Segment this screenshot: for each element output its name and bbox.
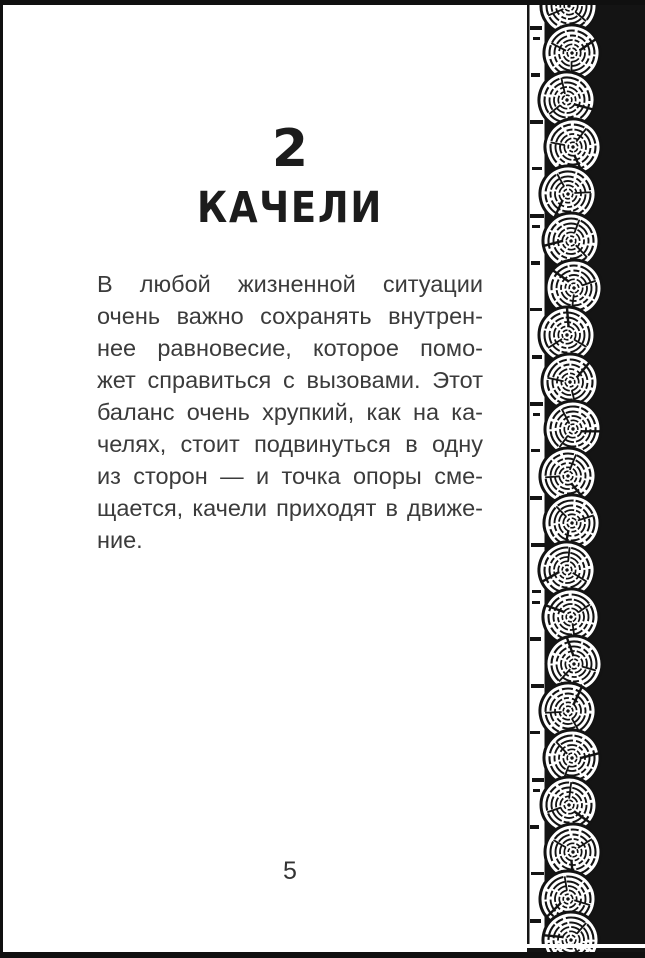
body-line: ние. (97, 527, 143, 553)
body-line: жет справиться с вызовами. Этот (97, 367, 483, 393)
page-number: 5 (283, 857, 297, 885)
chapter-title: КАЧЕЛИ (197, 183, 383, 233)
body-line: челях, стоит подвинуться в одну (97, 431, 483, 457)
chapter-number: 2 (271, 119, 309, 179)
body-line: щается, качели приходят в движе- (97, 495, 483, 521)
body-line: баланс очень хрупкий, как на ка- (97, 399, 483, 425)
wood-logs-illustration (527, 0, 645, 958)
body-line: нее равновесие, которое помо- (97, 335, 483, 361)
body-paragraph (97, 268, 483, 556)
body-line: очень важно сохранять внутрен- (97, 303, 483, 329)
body-line: из сторон — и точка опоры сме- (97, 463, 483, 489)
body-line: В любой жизненной ситуации (97, 271, 483, 297)
page-content (3, 5, 527, 952)
wood-strip-decoration (527, 0, 645, 958)
